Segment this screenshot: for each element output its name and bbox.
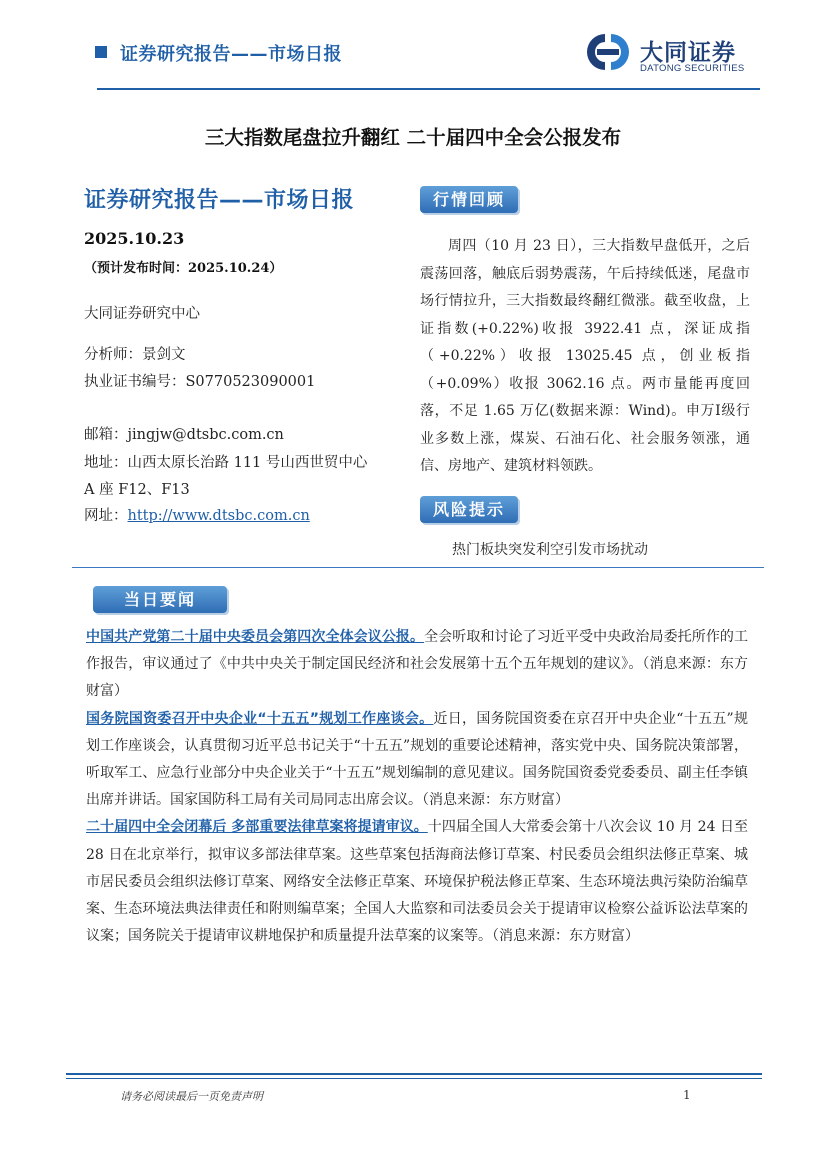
market-review-text: 周四（10 月 23 日），三大指数早盘低开，之后震荡回落，触底后弱势震荡，午后持续低迷，尾盘市场行情拉升，三大指数最终翻红微涨。截至收盘，上证指数(+0.22%)收报 3922.41 点，深证成指（+0.22%）收报 13025.45 点，创业板指（+0.09%）收报 3062.16 点。两市量能再度回落，不足 1.65 万亿(数据来源：Wind)。申万Ⅰ级行业多数上涨，煤炭、石油石化、社会服务领涨，通信、房地产、建筑材料领跌。 (420, 238, 750, 474)
logo-text-en: DATONG SECURITIES (640, 63, 745, 74)
footer-disclaimer: 请务必阅读最后一页免责声明 (120, 1090, 263, 1103)
email: 邮箱：jingjw@dtsbc.com.cn (84, 427, 284, 443)
risk-text: 热门板块突发利空引发市场扰动 (452, 542, 648, 558)
publish-date: （预计发布时间：2025.10.24） (84, 261, 283, 276)
news-list (86, 624, 748, 950)
news-body: 十四届全国人大常委会第十八次会议 10 月 24 日至 28 日在北京举行，拟审议多部法律草案。这些草案包括海商法修订草案、村民委员会组织法修正草案、城市居民委员会组织法修订草案、网络安全法修正草案、环境保护税法修正草案、生态环境法典污染防治编草案、生态环境法典法律责任和附则编草案；全国人大监察和司法委员会关于提请审议检察公益诉讼法草案的议案；国务院关于提请审议耕地保护和质量提升法草案的议案等。（消息来源：东方财富） (86, 819, 748, 945)
news-item (86, 814, 748, 950)
news-headline: 国务院国资委召开中央企业“十五五”规划工作座谈会。 (86, 710, 434, 727)
page-title: 三大指数尾盘拉升翻红 二十届四中全会公报发布 (204, 126, 622, 149)
address-line-1: 地址：山西太原长治路 111 号山西世贸中心 (84, 455, 368, 471)
news-body: 近日，国务院国资委在京召开中央企业“十五五”规划工作座谈会，认真贯彻习近平总书记关于“十五五”规划的重要论述精神，落实党中央、国务院决策部署，听取军工、应急行业部分中央企业关于“十五五”规划编制的意见建议。国务院国资委党委委员、副主任李镇出席并讲话。国家国防科工局有关司局同志出席会议。（消息来源：东方财富） (86, 710, 748, 809)
website-link[interactable]: http://www.dtsbc.com.cn (127, 508, 310, 524)
news-headline: 中国共产党第二十届中央委员会第四次全体会议公报。 (86, 629, 425, 645)
website-label: 网址： (84, 508, 128, 524)
footer-divider (66, 1073, 762, 1075)
analyst: 分析师：景剑文 (84, 347, 186, 363)
news-body: 全会听取和讨论了习近平受中央政治局委托所作的工作报告，审议通过了《中共中央关于制定国民经济和社会发展第十五个五年规划的建议》。（消息来源：东方财富） (86, 629, 749, 700)
header-divider (97, 88, 760, 90)
section-divider (72, 567, 764, 568)
news-item (86, 624, 748, 706)
page-number: 1 (683, 1088, 691, 1102)
report-type-title: 证券研究报告——市场日报 (84, 188, 355, 213)
license-number: 执业证书编号：S0770523090001 (84, 374, 316, 390)
report-date: 2025.10.23 (84, 229, 185, 248)
news-heading: 当日要闻 (93, 586, 227, 613)
news-headline: 二十届四中全会闭幕后 多部重要法律草案将提请审议。 (86, 819, 428, 836)
news-item (86, 706, 748, 815)
datong-logo-icon (583, 30, 635, 74)
header-report-type: 证券研究报告——市场日报 (120, 44, 342, 65)
website (84, 504, 310, 525)
risk-heading: 风险提示 (420, 496, 518, 523)
address-line-2: A 座 F12、F13 (84, 482, 190, 498)
logo-text-cn: 大同证券 (640, 40, 736, 66)
header-square-icon (95, 46, 107, 58)
institution: 大同证券研究中心 (84, 306, 200, 322)
footer-divider-thin (66, 1078, 762, 1079)
market-review-heading: 行情回顾 (420, 186, 518, 213)
